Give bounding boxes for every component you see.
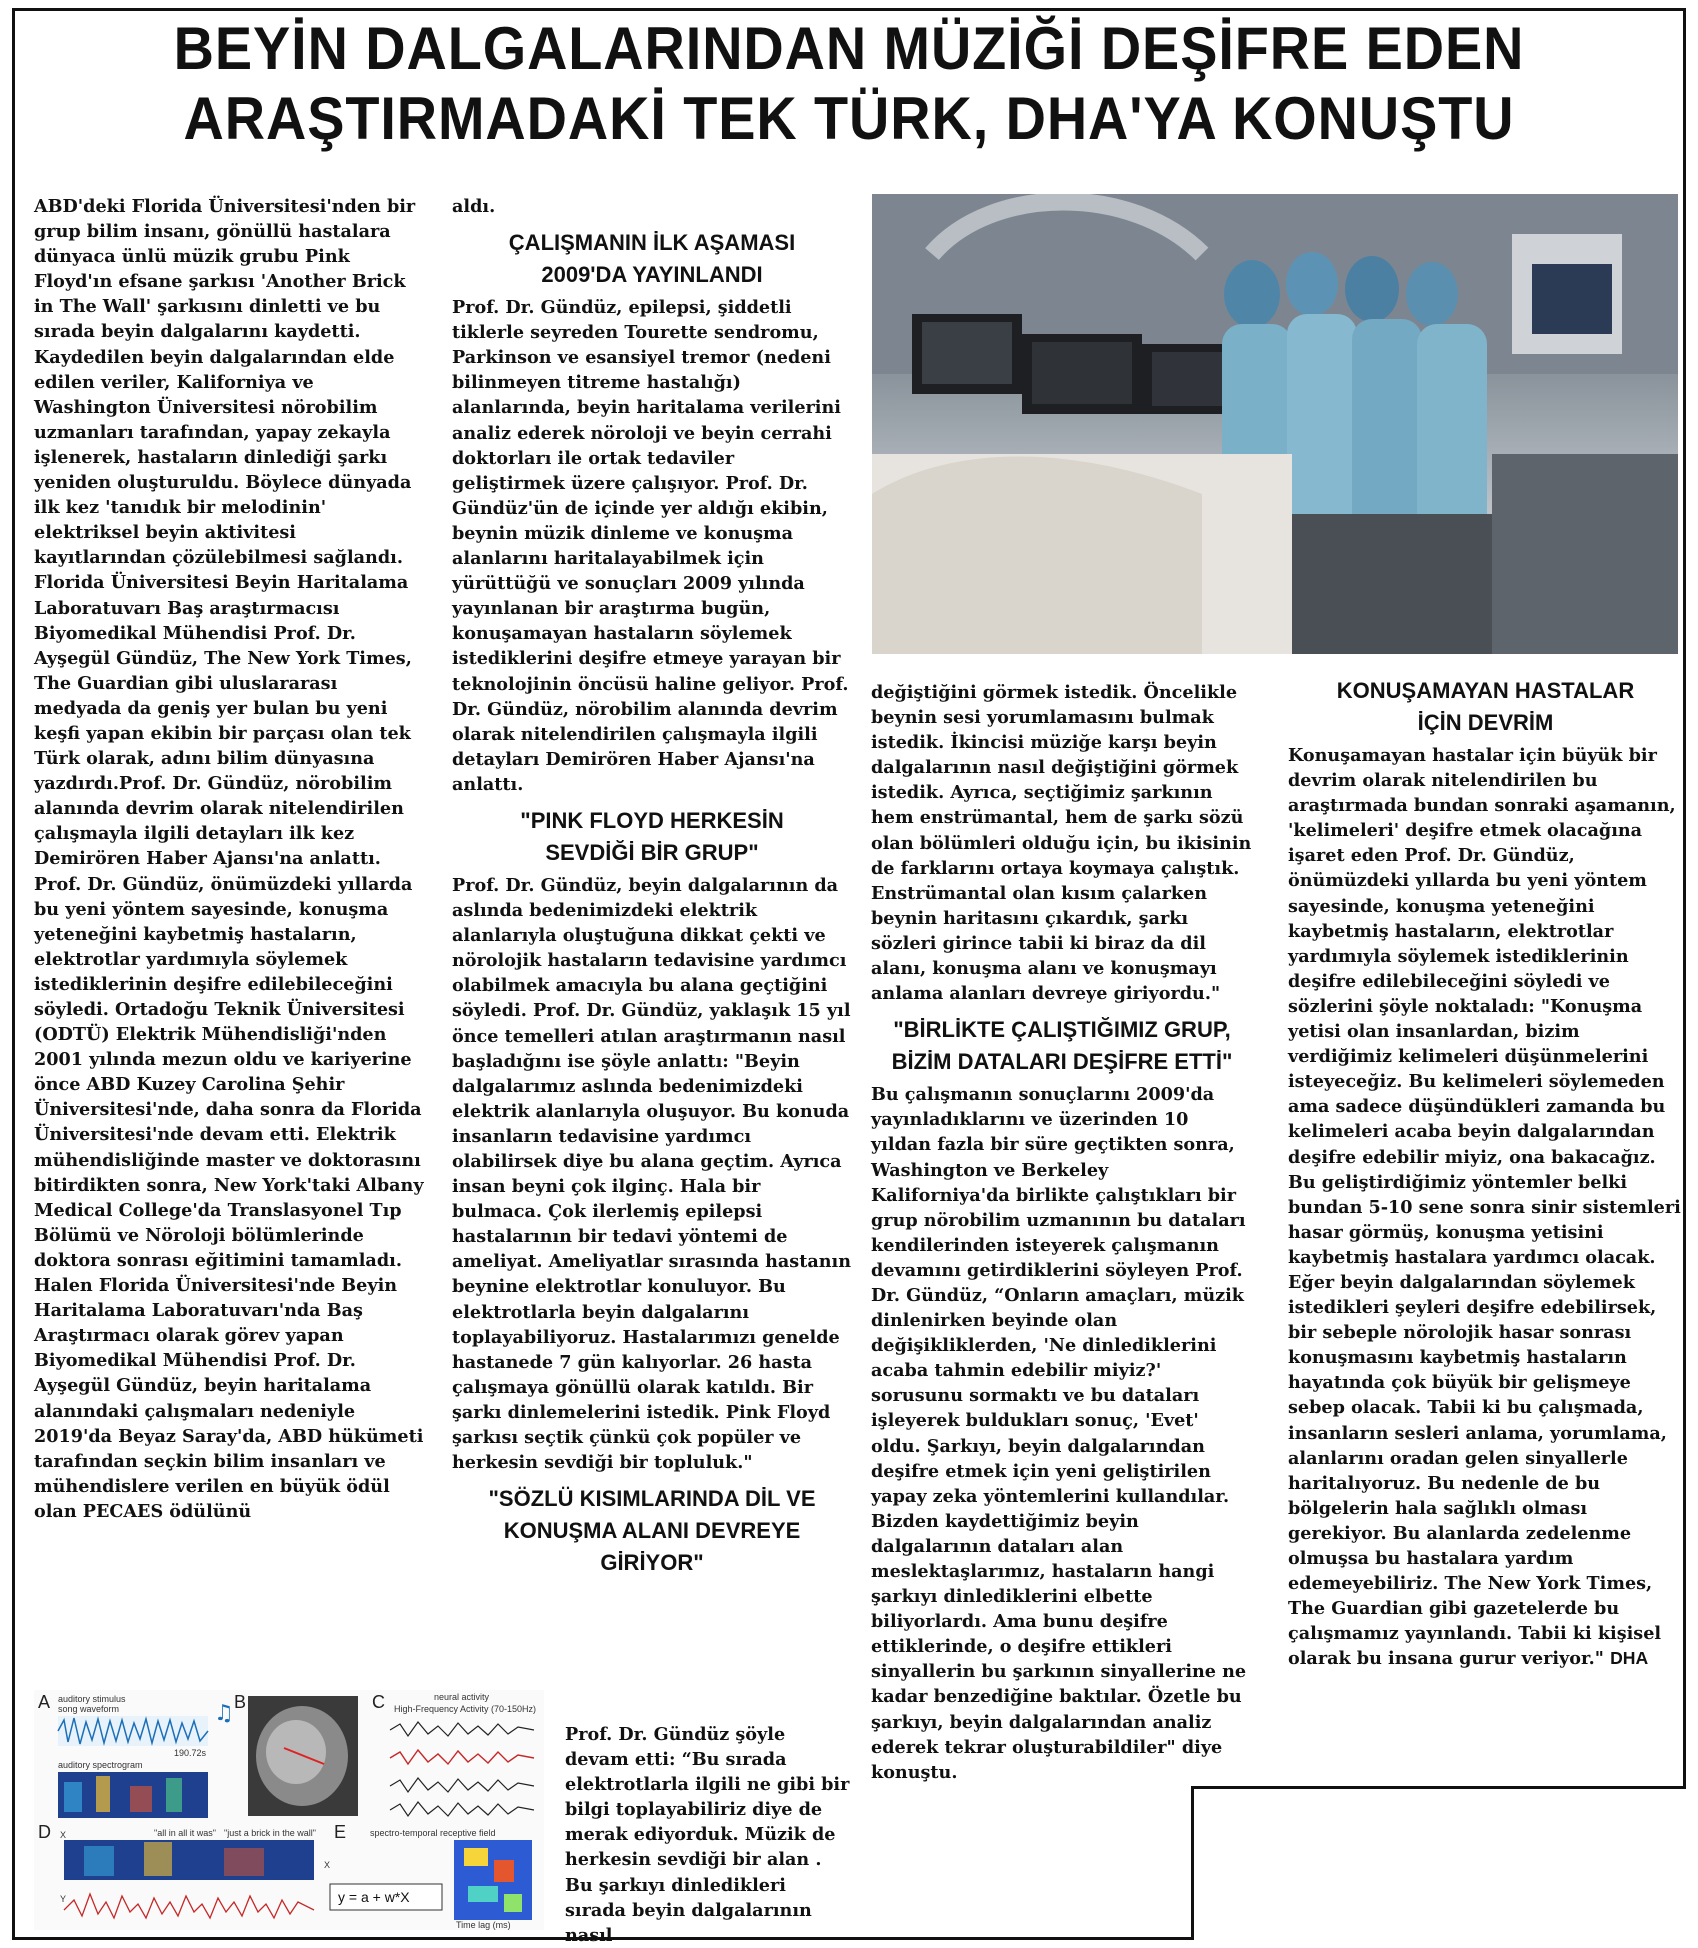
spectrogram-blob — [166, 1778, 182, 1812]
paragraph-text: Bu geliştirdiğimiz yöntemler belki bundan 5-10 sene sonra sinir sistemleri hasar görmüş, konuşma yetisini kaybetmiş hastalara yardımcı olacak. Eğer beyin dalgalarından söylemek istedikleri şeyleri deşifre edebilirsek, bir sebeple nörolojik hasar sonrası konuşmasını kaybetmiş hastaların hayatında çok büyük bir gelişmeye sebep olacak. Tabii ki bu çalışmada, insanların sesleri anlama, yorumlama, alanlarını oradan gelen sinyallerle haritalıyoruz. Bu nedenle de bu bölgelerin hala sağlıklı olması gerekiyor. Bu alanlarda zedelenme olmuşsa bu hastalara yardım edemeyebiliriz. The New York Times, The Guardian gibi gazetelerde bu çalışmamız yayınlandı. Tabii ki kişisel olarak bu insana gurur veriyor." — [1288, 1171, 1681, 1670]
figure-panels — [34, 1690, 544, 1930]
neural-activity-label: neural activity — [434, 1692, 490, 1702]
frame-right — [1683, 8, 1686, 1788]
article-column-3 — [871, 680, 1253, 1785]
time-lag-label: Time lag (ms) — [456, 1920, 511, 1930]
lyric-label-2: "just a brick in the wall" — [224, 1828, 316, 1838]
x-variable-label-right: X — [324, 1860, 331, 1870]
surgery-team-illustration — [872, 194, 1678, 654]
heatmap-cell — [468, 1886, 498, 1902]
music-note-icon: ♫ — [214, 1701, 234, 1726]
x-variable-label: X — [60, 1830, 67, 1840]
paragraph: Konuşamayan hastalar için büyük bir devrim olarak nitelendirilen bu araştırmada bundan sonraki aşamanın, 'kelimeleri' deşifre etmek olacağına işaret eden Prof. Dr. Gündüz, önümüzdeki yıllarda bu yeni yöntem sayesinde, konuşma yeteneğini kaybetmiş hastaların, elektrotlar yardımıyla söylemek istediklerinin deşifre edilebileceğini söyledi ve sözlerini şöyle noktaladı: "Konuşma yetisi olan insanlardan, bizim verdiğimiz kelimeleri düşünmelerini isteyeceğiz. Bu kelimeleri söylemeden ama sadece düşündükleri zamanda bu kelimeleri acaba beyin dalgalarından deşifre edebilir miyiz, ona bakacağız. — [1288, 745, 1676, 1168]
spectrogram-blob — [84, 1846, 114, 1876]
song-waveform-label: song waveform — [58, 1704, 120, 1714]
spectrogram-blob — [64, 1782, 82, 1812]
subheading-first-stage: ÇALIŞMANIN İLK AŞAMASI 2009'DA YAYINLANDI — [508, 230, 796, 288]
neural-trace — [390, 1802, 534, 1816]
headline-line-2: ARAŞTIRMADAKİ TEK TÜRK, DHA'YA KONUŞTU — [183, 85, 1515, 152]
paragraph: ABD'deki Florida Üniversitesi'nden bir grup bilim insanı, gönüllü hastalara dünyaca ünlü müzik grubu Pink Floyd'ın efsane şarkısı 'Another Brick in The Wall' şarkısını dinletti ve bu sırada beyin dalgalarını kaydetti. Kaydedilen beyin dalgalarından elde edilen veriler, Kaliforniya ve Washington Üniversitesi nörobilim uzmanları tarafından, yapay zekayla işlenerek, hastaların dinlediği şarkı yeniden oluşturuldu. Böylece dünyada ilk kez 'tanıdık bir melodinin' elektriksel beyin aktivitesi kayıtlarından çözülebilmesi sağlandı. Florida Üniversitesi Beyin Haritalama Laboratuvarı Baş araştırmacısı Biyomedikal Mühendisi Prof. Dr. Ayşegül Gündüz, The New York Times, The Guardian gibi uluslararası medyada da geniş yer bulan bu yeni keşfi yapan ekibin bir parçası olan tek Türk olarak, adını bilim dünyasına yazdırdı.Prof. Dr. Gündüz, nörobilim alanında devrim olarak nitelendirilen çalışmayla ilgili detayları ilk kez Demirören Haber Ajansı'na anlattı. Prof. Dr. Gündüz, önümüzdeki yıllarda bu yeni yöntem sayesinde, konuşma yeteneğini kaybetmiş hastaların, elektrotlar yardımıyla söylemek istediklerinin deşifre edilebileceğini söyledi. Ortadoğu Teknik Üniversitesi (ODTÜ) Elektrik Mühendisliği'nden 2001 yılında mezun oldu ve kariyerine önce ABD Kuzey Carolina Şehir Üniversitesi'nde, daha sonra da Florida Üniversitesi'nde devam etti. Elektrik mühendisliğinde master ve doktorasını bitirdikten sonra, New York'taki Albany Medical College'da Translasyonel Tıp Bölümü ve Nöroloji bölümlerinde doktora sonrası eğitimini tamamladı. Halen Florida Üniversitesi'nde Beyin Haritalama Laboratuvarı'nda Baş Araştırmacı olarak görev yapan Biyomedikal Mühendisi Prof. Dr. Ayşegül Gündüz, beyin haritalama alanındaki çalışmaları nedeniyle 2019'da Beyaz Saray'da, ABD hükümeti tarafından seçkin bilim insanları ve mühendislere verilen en büyük ödül olan PECAES ödülünü — [34, 196, 424, 1522]
panel-b-label: B — [234, 1692, 247, 1712]
paragraph: Prof. Dr. Gündüz şöyle devam etti: “Bu sırada elektrotlarla ilgili ne gibi bir bilgi toplayabiliriz diye de merak ediyorduk. Müzik de herkesin sevdiği bir alan . Bu şarkıyı dinledikleri sırada beyin dalgalarının nasıl — [565, 1724, 850, 1946]
paragraph — [1288, 1170, 1683, 1672]
spectrogram-blob — [144, 1842, 172, 1876]
spectrogram-blob — [224, 1848, 264, 1876]
panel-a-label: A — [38, 1692, 51, 1712]
subheading-revolution: KONUŞAMAYAN HASTALAR İÇİN DEVRİM — [1336, 678, 1635, 735]
heatmap-cell — [494, 1860, 514, 1882]
spectrogram-blob — [130, 1786, 152, 1812]
operating-room-photo — [872, 194, 1678, 654]
article-column-4 — [1288, 675, 1683, 1671]
paragraph: değiştiğini görmek istedik. Öncelikle beynin sesi yorumlamasını bulmak istedik. İkincisi müziğe karşı beyin dalgalarının nasıl değiştiğini görmek istedik. Ayrıca, seçtiğimiz şarkının hem enstrümantal, hem de şarkı sözü olan bölümleri olduğu için, bu ikisinin de farklarını ortaya koymaya çalıştık. Enstrümantal olan kısım çalarken beynin haritasını çıkardık, şarkı sözleri girince tabii ki biraz da dil alanı, konuşma alanı ve konuşmayı anlama alanları devreye giriyordu." — [871, 682, 1252, 1005]
lyric-label-1: "all in all it was" — [154, 1828, 216, 1838]
subheading-pink-floyd: "PINK FLOYD HERKESİN SEVDİĞİ BİR GRUP" — [520, 807, 784, 865]
neural-trace-highlight — [390, 1750, 534, 1764]
panel-d-label: D — [38, 1822, 51, 1842]
frame-step-horizontal — [1191, 1786, 1686, 1789]
heatmap-cell — [464, 1848, 488, 1866]
frame-step-vertical — [1191, 1786, 1194, 1940]
neural-trace — [390, 1778, 534, 1792]
article-column-2 — [452, 194, 852, 1583]
frame-top — [12, 8, 1686, 11]
subheading-collaboration: "BİRLİKTE ÇALIŞTIĞIMIZ GRUP, BİZİM DATALARI DEŞİFRE ETTİ" — [891, 1017, 1233, 1075]
research-figure — [34, 1690, 544, 1930]
spectrogram-blob — [96, 1776, 110, 1812]
hfa-label: High-Frequency Activity (70-150Hz) — [394, 1704, 537, 1714]
panel-c-label: C — [372, 1692, 385, 1712]
article-column-2-continued — [565, 1722, 850, 1948]
neural-trace — [390, 1722, 534, 1736]
auditory-spectrogram-label: auditory spectrogram — [58, 1760, 143, 1770]
headline-line-1: BEYİN DALGALARINDAN MÜZİĞİ DEŞİFRE EDEN — [173, 15, 1525, 82]
auditory-stimulus-label: auditory stimulus — [58, 1694, 126, 1704]
article-column-1 — [34, 194, 428, 1524]
panel-e-label: E — [334, 1822, 347, 1842]
equation-text: y = a + w*X — [338, 1889, 410, 1905]
paragraph: Bizden kaydettiğimiz beyin dalgalarının dataları alan meslektaşlarımız, hastaların hangi şarkıyı dinlediklerini elbette biliyorlardı. Ama bunu deşifre ettiklerinde, o deşifre ettikleri sinyallerin bu şarkının sinyallerine ne kadar benzediğine baktılar. Özetle bu şarkıyı, beyin dalgalarından analiz ederek tekrar oluşturabildiler" diye konuştu. — [871, 1510, 1247, 1783]
time-end-label: 190.72s — [174, 1748, 207, 1758]
frame-left — [12, 8, 15, 1940]
y-variable-label: Y — [60, 1894, 67, 1904]
subheading-speech-areas: "SÖZLÜ KISIMLARINDA DİL VE KONUŞMA ALANI DEVREYE GİRİYOR" — [488, 1486, 816, 1576]
agency-signature: DHA — [1610, 1648, 1649, 1669]
paragraph: aldı. — [452, 196, 496, 217]
paragraph: Prof. Dr. Gündüz, beyin dalgalarının da aslında bedenimizdeki elektrik alanlarıyla oluştuğuna dikkat çekti ve nörolojik hastaların tedavisine yardımcı olabilmek amacıyla bu alana geçtiğini söyledi. Prof. Dr. Gündüz, yaklaşık 15 yıl önce temelleri atılan araştırmanın nasıl başladığını ise şöyle anlattı: "Beyin dalgalarımız aslında bedenimizdeki elektrik alanlarıyla oluşuyor. Bu konuda insanların tedavisine yardımcı olabilirsek diye bu alana geçtim. Ayrıca insan beyni çok ilginç. Hala bir bulmaca. Çok ilerlemiş epilepsi hastalarının bir tedavi yöntemi de ameliyat. Ameliyatlar sırasında hastanın beynine elektrotlar konuluyor. Bu elektrotlarla beyin dalgalarını toplayabiliyoruz. Hastalarımızı genelde hastanede 7 gün kalıyorlar. 26 hasta çalışmaya gönüllü olarak katıldı. Bir şarkı dinlemelerini istedik. Pink Floyd şarkısı seçtik çünkü çok popüler ve herkesin sevdiği bir topluluk." — [452, 874, 851, 1474]
reconstruction-trace — [64, 1894, 314, 1918]
paragraph: Bu çalışmanın sonuçlarını 2009'da yayınladıklarını ve üzerinden 10 yıldan fazla bir süre geçtikten sonra, Washington ve Berkeley Kaliforniya'da birlikte çalıştıkları bir grup nörobilim uzmanının bu dataları kendilerinden isteyerek çalışmanın devamını getirdiklerini söyleyen Prof. Dr. Gündüz, “Onların amaçları, müzik dinlenirken beyinde olan değişikliklerden, 'Ne dinlediklerini acaba tahmin edebilir miyiz?' sorusunu sormaktı ve bu dataları işleyerek buldukları sonuç, 'Evet' oldu. Şarkıyı, beyin dalgalarından deşifre etmek için yeni geliştirilen yapay zeka yöntemlerini kullandılar. — [871, 1084, 1246, 1507]
headline — [78, 14, 1620, 154]
heatmap-cell — [504, 1894, 522, 1912]
strf-label: spectro-temporal receptive field — [370, 1828, 496, 1838]
paragraph: Prof. Dr. Gündüz, epilepsi, şiddetli tiklerle seyreden Tourette sendromu, Parkinson ve esansiyel tremor (nedeni bilinmeyen titreme hastalığı) alanlarında, beyin haritalama verilerini analiz ederek nöroloji ve beyin cerrahi doktorları ile ortak tedaviler geliştirmek üzere çalışıyor. Prof. Dr. Gündüz'ün de içinde yer aldığı ekibin, beynin müzik dinleme ve konuşma alanlarını haritalayabilmek için yürüttüğü ve sonuçları 2009 yılında yayınlanan bir araştırma bugün, konuşamayan hastaların söylemek istediklerini deşifre etmeye yarayan bir teknolojinin öncüsü haline geliyor. Prof. Dr. Gündüz, nörobilim alanında devrim olarak nitelendirilen çalışmayla ilgili detayları Demirören Haber Ajansı'na anlattı. — [452, 297, 849, 795]
